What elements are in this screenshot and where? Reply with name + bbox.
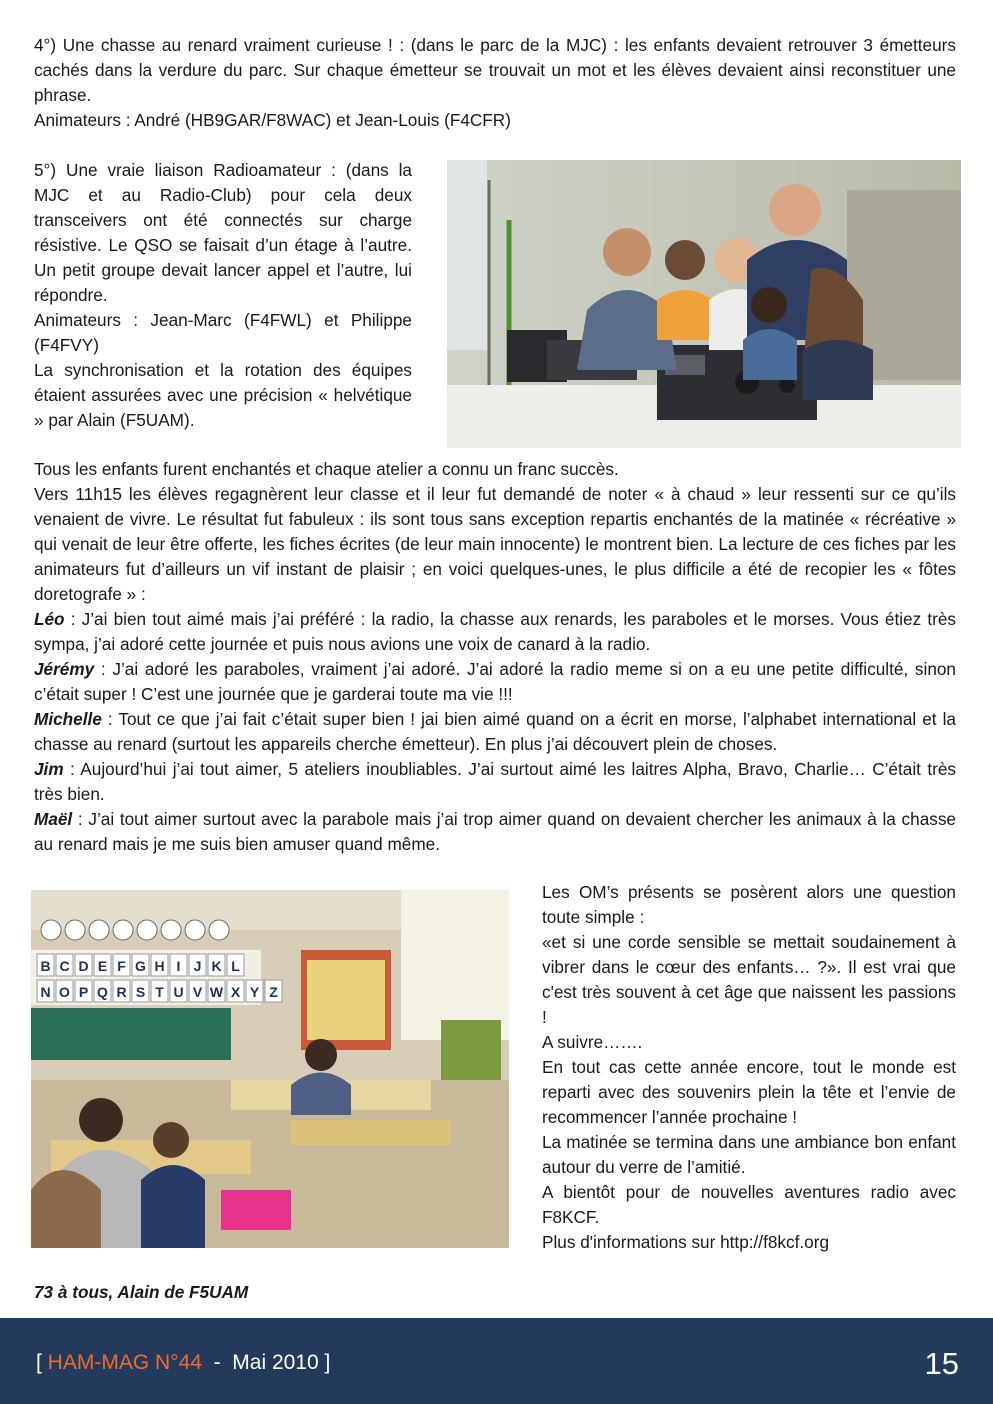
section-5-animators: Animateurs : Jean-Marc (F4FWL) et Philippe (F4FVY) — [34, 310, 412, 355]
testimonial-text: : J’ai tout aimer surtout avec la parabole mais j’ai trop aimer quand on devaient chercher les animaux à la chasse au renard mais je me suis bien amuser quand même. — [34, 809, 956, 854]
letter-card-label: F — [117, 958, 126, 974]
letter-card-label: X — [230, 984, 241, 1000]
more-info-link[interactable]: Plus d'informations sur http://f8kcf.org — [542, 1232, 830, 1252]
separator: - — [201, 1351, 233, 1374]
letter-card-label: Z — [269, 984, 278, 1000]
radio-station-illustration — [447, 160, 961, 448]
to-be-continued: A suivre……. — [542, 1032, 643, 1052]
right-column — [542, 880, 956, 1255]
testimonial-text: : J’ai bien tout aimé mais j’ai préféré : la radio, la chasse aux renards, les paraboles et le morses. Vous étiez très sympa, j’ai adoré cette journée et puis nous avions une voix de canard à la radio. — [34, 609, 956, 654]
bracket-open: [ — [36, 1351, 48, 1374]
letter-card-label: P — [78, 984, 89, 1000]
section-4-text: 4°) Une chasse au renard vraiment curieuse ! : (dans le parc de la MJC) : les enfants devaient retrouver 3 émetteurs cachés dans la verdure du parc. Sur chaque émetteur se trouvait un mot et les élèves devaient ainsi reconstituer une phrase. — [34, 35, 956, 105]
letter-card-label: T — [155, 984, 164, 1000]
testimonial — [34, 657, 956, 707]
testimonial-author: Jim — [34, 759, 64, 779]
letter-card-label: J — [193, 958, 202, 974]
letter-card-label: Q — [97, 984, 108, 1000]
letter-card-label: K — [211, 958, 222, 974]
classroom-photo — [31, 890, 509, 1248]
testimonial-author: Léo — [34, 609, 65, 629]
testimonial — [34, 607, 956, 657]
testimonial-text: : Tout ce que j’ai fait c’était super bien ! jai bien aimé quand on a écrit en morse, l’alphabet international et la chasse au renard (surtout les appareils cherche émetteur). En plus j’ai découvert plein de choses. — [34, 709, 956, 754]
section-4 — [34, 33, 956, 133]
letter-card-label: O — [59, 984, 70, 1000]
letter-card-label: B — [40, 958, 51, 974]
letter-card-label: G — [135, 958, 146, 974]
testimonial — [34, 757, 956, 807]
radio-station-photo — [447, 160, 961, 448]
bracket-close: ] — [318, 1351, 331, 1374]
letter-card-label: C — [59, 958, 70, 974]
letter-card-label: N — [40, 984, 51, 1000]
testimonial — [34, 707, 956, 757]
letter-card-label: Y — [249, 984, 260, 1000]
section-5-sync: La synchronisation et la rotation des équipes étaient assurées avec une précision « helvétique » par Alain (F5UAM). — [34, 360, 412, 430]
next-adventures-paragraph: A bientôt pour de nouvelles aventures radio avec F8KCF. — [542, 1182, 956, 1227]
signature: 73 à tous, Alain de F5UAM — [34, 1282, 249, 1302]
classroom-illustration — [31, 890, 509, 1248]
success-paragraph: Tous les enfants furent enchantés et chaque atelier a connu un franc succès. — [34, 459, 619, 479]
letter-card-label: U — [173, 984, 184, 1000]
section-4-animators: Animateurs : André (HB9GAR/F8WAC) et Jean-Louis (F4CFR) — [34, 110, 511, 130]
page-footer — [0, 1318, 993, 1404]
magazine-name: HAM-MAG N°44 — [47, 1351, 202, 1374]
letter-card-label: V — [192, 984, 203, 1000]
letter-card-label: L — [231, 958, 240, 974]
memories-paragraph: En tout cas cette année encore, tout le monde est reparti avec des souvenirs plein la tête et l’envie de recommencer l’année prochaine ! — [542, 1057, 956, 1127]
letter-card-label: W — [209, 984, 224, 1000]
letter-card-label: S — [135, 984, 146, 1000]
magazine-issue — [36, 1350, 330, 1376]
friendship-paragraph: La matinée se termina dans une ambiance bon enfant autour du verre de l’amitié. — [542, 1132, 956, 1177]
section-5 — [34, 158, 412, 433]
feedback-paragraph: Vers 11h15 les élèves regagnèrent leur classe et il leur fut demandé de noter « à chaud » leur ressenti sur ce qu’ils venaient de vivre. Le résultat fut fabuleux : ils sont tous sans exception repartis enchantés de la matinée « récréative » qui venait de leur être offerte, les fiches écrites (de leur main innocente) le montrent bien. La lecture de ces fiches par les animateurs fut d’ailleurs un vif instant de plaisir ; en voici quelques-unes, le plus difficile a été de recopier les « fôtes doretografe » : — [34, 484, 956, 604]
testimonial-text: : J’ai adoré les paraboles, vraiment j’ai adoré. J’ai adoré la radio meme si on a eu une petite difficulté, sinon c’était super ! C’est une journée que je garderai toute ma vie !!! — [34, 659, 956, 704]
heartstring-paragraph: «et si une corde sensible se mettait soudainement à vibrer dans le cœur des enfants… ?». Il est vrai que c'est très souvent à cet âge que naissent les passions ! — [542, 932, 956, 1027]
page-number: 15 — [924, 1346, 959, 1381]
testimonial-author: Maël — [34, 809, 73, 829]
question-paragraph: Les OM’s présents se posèrent alors une question toute simple : — [542, 882, 956, 927]
testimonial-author: Jérémy — [34, 659, 95, 679]
letter-card-label: D — [78, 958, 89, 974]
testimonial — [34, 807, 956, 857]
letter-card-label: I — [176, 958, 181, 974]
section-5-text: 5°) Une vraie liaison Radioamateur : (dans la MJC et au Radio-Club) pour cela deux transceivers ont été connectés sur charge résistive. Le QSO se faisait d’un étage à l’autre. Un petit groupe devait lancer appel et l’autre, lui répondre. — [34, 160, 412, 305]
letter-card-label: E — [97, 958, 108, 974]
testimonial-text: : Aujourd’hui j’ai tout aimer, 5 ateliers inoubliables. J’ai surtout aimé les laitres Alpha, Bravo, Charlie… C’était très très bien. — [34, 759, 956, 804]
testimonial-author: Michelle — [34, 709, 102, 729]
letter-card-label: R — [116, 984, 127, 1000]
issue-date: Mai 2010 — [232, 1351, 319, 1374]
article-body — [34, 457, 956, 857]
letter-card-label: H — [154, 958, 165, 974]
